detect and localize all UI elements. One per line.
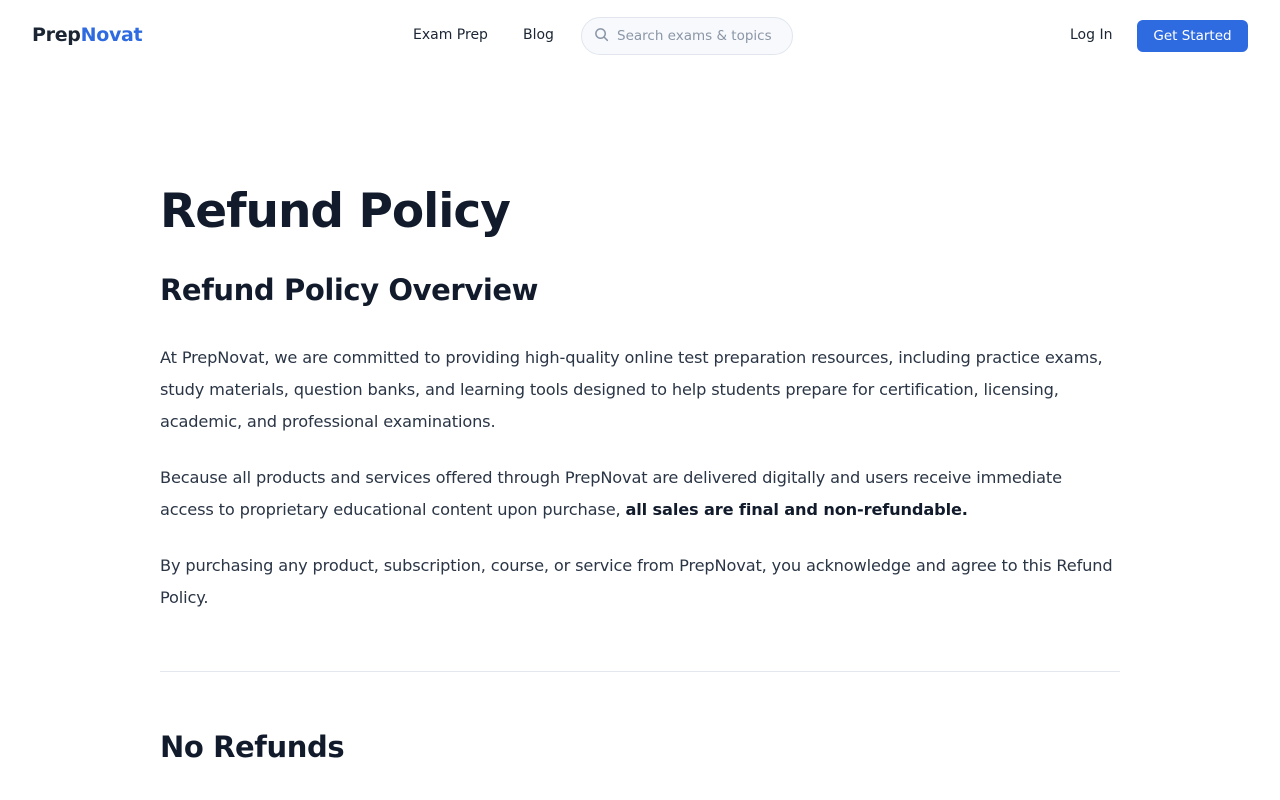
nav-exam-prep[interactable]: Exam Prep: [413, 27, 488, 43]
overview-heading: Refund Policy Overview: [160, 273, 539, 307]
get-started-button[interactable]: Get Started: [1137, 20, 1248, 52]
page-title: Refund Policy: [160, 184, 510, 239]
overview-paragraph-3: By purchasing any product, subscription, course, or service from PrepNovat, you acknowledge and agree to this Refund Policy.: [160, 556, 1113, 607]
overview-paragraph-2: [160, 462, 1120, 526]
overview-paragraph-1: At PrepNovat, we are committed to providing high-quality online test preparation resources, including practice exams, study materials, question banks, and learning tools designed to help students prepare for certification, licensing, academic, and professional examinations.: [160, 348, 1103, 431]
logo-text-novat: Novat: [80, 24, 143, 46]
nav-blog[interactable]: Blog: [523, 27, 554, 43]
search-box[interactable]: [581, 17, 793, 55]
site-header: [0, 0, 1280, 72]
search-icon: [594, 27, 609, 46]
logo-text-prep: Prep: [32, 24, 81, 46]
final-sale-emphasis: all sales are final and non-refundable.: [625, 500, 968, 519]
no-refunds-heading: No Refunds: [160, 730, 345, 764]
search-input[interactable]: [617, 28, 777, 44]
login-link[interactable]: Log In: [1070, 27, 1113, 43]
section-divider: [160, 671, 1120, 672]
paragraph-2-text: Because all products and services offered through PrepNovat are delivered digitally and users receive immediate access to proprietary educational content upon purchase,: [160, 468, 1062, 519]
site-logo[interactable]: [32, 24, 142, 46]
